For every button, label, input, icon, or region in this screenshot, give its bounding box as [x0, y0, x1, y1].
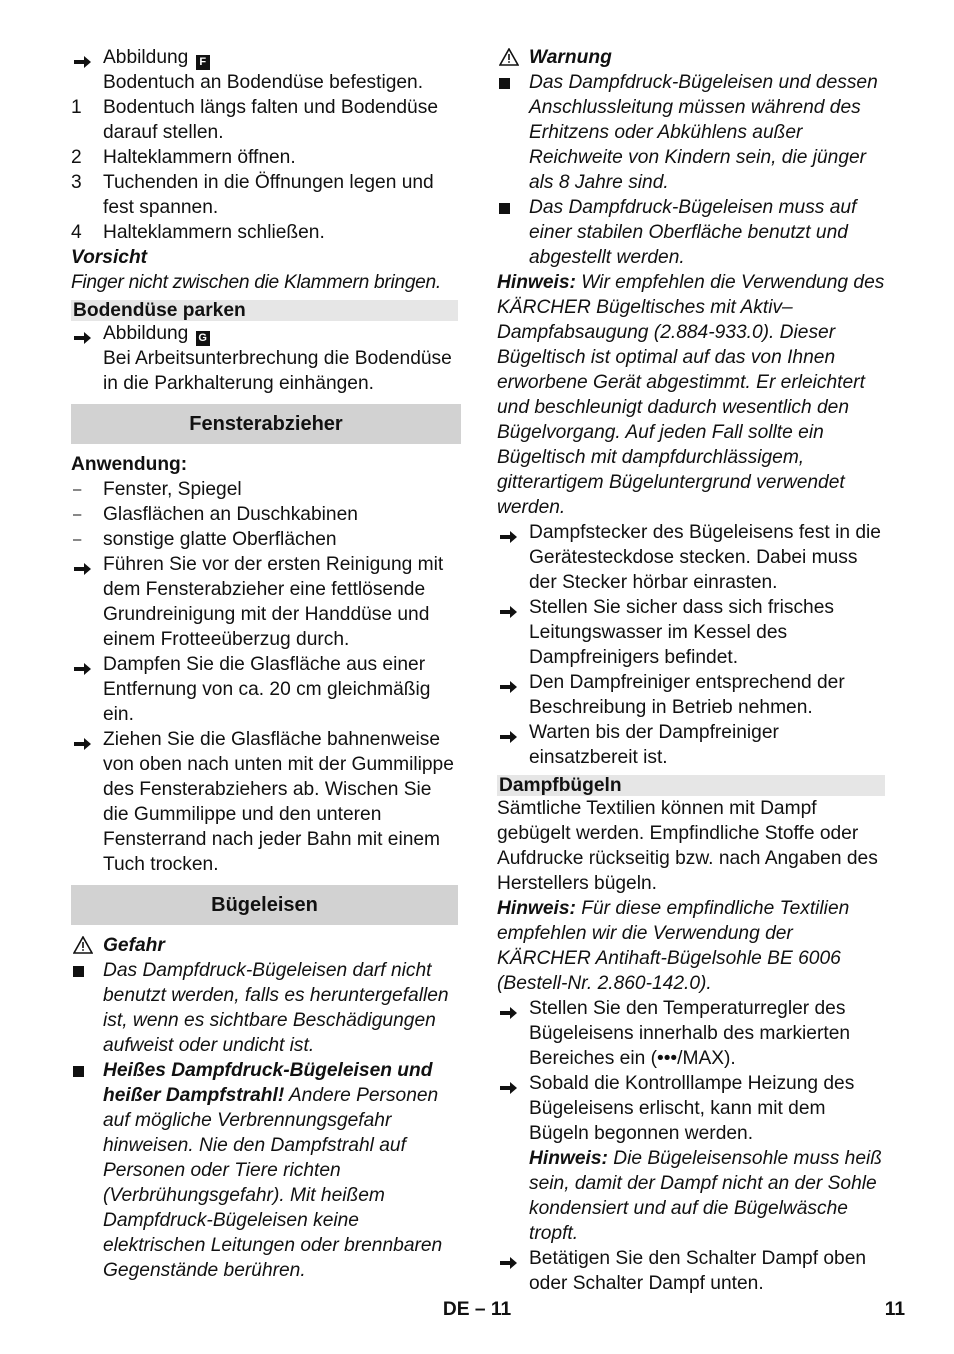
step-text: Halteklammern öffnen.: [103, 147, 296, 168]
right-column: [497, 45, 885, 1296]
vorsicht-text: Finger nicht zwischen die Klammern bringen.: [71, 272, 441, 293]
arrow-right-icon: [500, 726, 518, 751]
vorsicht-heading: Vorsicht: [71, 247, 148, 268]
instruction-text: Sobald die Kontrolllampe Heizung des Bügeleisens erlischt, kann mit dem Bügeln begonnen werden.: [529, 1073, 855, 1144]
instruction-item: [497, 1246, 885, 1296]
hinweis-paragraph: [497, 270, 885, 520]
instruction-item: [497, 670, 885, 720]
instruction-text: Warten bis der Dampfreiniger einsatzbereit ist.: [529, 722, 779, 768]
arrow-right-icon: [74, 658, 92, 683]
arrow-right-icon: [74, 51, 92, 76]
hinweis-text: Für diese empfindliche Textilien empfehlen wir die Verwendung der KÄRCHER Antihaft-Bügelsohle BE 6006 (Bestell-Nr. 2.860-142.0).: [497, 898, 850, 994]
instruction-item: [497, 520, 885, 595]
figure-reference-g: [71, 321, 461, 396]
dash-item: [71, 527, 461, 552]
square-bullet-icon: [73, 966, 84, 977]
step-item: [71, 170, 461, 220]
arrow-right-icon: [500, 601, 518, 626]
instruction-item: [497, 996, 885, 1071]
instruction-text: Führen Sie vor der ersten Reinigung mit dem Fensterabzieher eine fettlösende Grundreinigung mit der Handdüse und einem Frotteeüberzug durch.: [103, 554, 444, 650]
instruction-text: Stellen Sie sicher dass sich frisches Leitungswasser im Kessel des Dampfreinigers befindet.: [529, 597, 834, 668]
page-number: 11: [884, 1299, 905, 1320]
figure-letter-badge: G: [196, 331, 210, 346]
figure-label: Abbildung: [103, 47, 189, 68]
hinweis-label: Hinweis:: [497, 272, 576, 293]
hinweis-text: Wir empfehlen die Verwendung des KÄRCHER Bügeltisches mit Aktiv–Dampfabsaugung (2.884-933.0). Dieser Bügeltisch ist optimal auf das von Ihnen erworbene Gerät abgestimmt. Er erleichtert und beschleunigt dadurch wesentlich den Bügelvorgang. Auf jeden Fall sollte ein Bügeltisch mit dampfdurchlässigem, gitterartigem Bügeluntergrund verwendet werden.: [497, 272, 885, 518]
arrow-right-icon: [500, 1002, 518, 1027]
square-bullet-icon: [499, 203, 510, 214]
bullet-text: Das Dampfdruck-Bügeleisen muss auf einer stabilen Oberfläche benutzt und abgestellt werden.: [529, 197, 857, 268]
page-footer-label: DE – 11: [442, 1299, 512, 1320]
bullet-item: [497, 70, 885, 195]
bullet-item: [497, 195, 885, 270]
bullet-text: Das Dampfdruck-Bügeleisen darf nicht benutzt werden, falls es heruntergefallen ist, wenn es sichtbare Beschädigungen aufweist oder undicht ist.: [103, 960, 449, 1056]
section-heading-buegeleisen: Bügeleisen: [71, 885, 458, 925]
instruction-item: [71, 552, 461, 652]
square-bullet-icon: [499, 78, 510, 89]
instruction-item: [71, 652, 461, 727]
dampf-paragraph: Sämtliche Textilien können mit Dampf gebügelt werden. Empfindliche Stoffe oder Aufdrucke rückseitig bzw. nach Angaben des Herstellers bügeln.: [497, 798, 878, 894]
left-column: [71, 45, 461, 1283]
figure-text: Bodentuch an Bodendüse befestigen.: [103, 72, 424, 93]
instruction-item: [497, 1071, 885, 1246]
bullet-bold-text: Heißes Dampfdruck-Bügeleisen und heißer Dampfstrahl!: [103, 1060, 433, 1106]
arrow-right-icon: [500, 1077, 518, 1102]
dash-marker: –: [73, 481, 82, 498]
dash-item: [71, 477, 461, 502]
arrow-right-icon: [74, 327, 92, 352]
arrow-right-icon: [500, 676, 518, 701]
step-text: Tuchenden in die Öffnungen legen und fest spannen.: [103, 172, 434, 218]
bullet-item: [71, 1058, 461, 1283]
square-bullet-icon: [73, 1066, 84, 1077]
instruction-text: Den Dampfreiniger entsprechend der Beschreibung in Betrieb nehmen.: [529, 672, 845, 718]
figure-reference-f: [71, 45, 461, 95]
dash-text: Fenster, Spiegel: [103, 479, 242, 500]
dash-marker: –: [73, 506, 82, 523]
gefahr-label: Gefahr: [103, 935, 165, 956]
hinweis-paragraph: [497, 896, 885, 996]
warnung-heading: [497, 45, 885, 70]
dash-text: sonstige glatte Oberflächen: [103, 529, 337, 550]
figure-label: Abbildung: [103, 323, 189, 344]
gefahr-heading: [71, 933, 461, 958]
step-item: [71, 220, 461, 245]
step-number: 1: [71, 97, 82, 118]
anwendung-label: Anwendung:: [71, 454, 188, 475]
bullet-text: Andere Personen auf mögliche Verbrennungsgefahr hinweisen. Nie den Dampfstrahl auf Personen oder Tiere richten (Verbrühungsgefahr). Mit heißem Dampfdruck-Bügeleisen keine elektrischen Leitungen oder brennbaren Gegenstände berühren.: [103, 1085, 443, 1281]
dash-marker: –: [73, 531, 82, 548]
step-number: 2: [71, 147, 82, 168]
hinweis-text: Die Bügeleisensohle muss heiß sein, damit der Dampf nicht an der Sohle kondensiert und auf die Bügelwäsche tropft.: [529, 1148, 883, 1244]
step-text: Halteklammern schließen.: [103, 222, 325, 243]
bullet-item: [71, 958, 461, 1058]
arrow-right-icon: [500, 1252, 518, 1277]
instruction-item: [71, 727, 461, 877]
hinweis-label: Hinweis:: [529, 1148, 608, 1169]
dash-item: [71, 502, 461, 527]
section-heading-fensterabzieher: Fensterabzieher: [71, 404, 461, 444]
instruction-text: Stellen Sie den Temperaturregler des Bügeleisens innerhalb des markierten Bereiches ein (•••/MAX).: [529, 998, 851, 1069]
step-number: 4: [71, 222, 82, 243]
figure-letter-badge: F: [196, 55, 210, 70]
step-text: Bodentuch längs falten und Bodendüse darauf stellen.: [103, 97, 438, 143]
dash-text: Glasflächen an Duschkabinen: [103, 504, 358, 525]
hinweis-paragraph: [529, 1146, 885, 1246]
arrow-right-icon: [74, 558, 92, 583]
instruction-text: Ziehen Sie die Glasfläche bahnenweise von oben nach unten mit der Gummilippe des Fensterabziehers ab. Wischen Sie die Gummilippe und den unteren Fensterrand nach jeder Bahn mit einem Tuch trocken.: [103, 729, 454, 875]
subheading-bodenduese-parken: Bodendüse parken: [71, 300, 458, 321]
warnung-label: Warnung: [529, 47, 612, 68]
bullet-text: Das Dampfdruck-Bügeleisen und dessen Anschlussleitung müssen während des Erhitzens oder Abkühlens außer Reichweite von Kindern sein, die jünger als 8 Jahre sind.: [529, 72, 878, 193]
instruction-item: [497, 595, 885, 670]
step-item: [71, 145, 461, 170]
arrow-right-icon: [500, 526, 518, 551]
figure-text: Bei Arbeitsunterbrechung die Bodendüse in die Parkhalterung einhängen.: [103, 348, 452, 394]
instruction-text: Betätigen Sie den Schalter Dampf oben oder Schalter Dampf unten.: [529, 1248, 867, 1294]
instruction-text: Dampfen Sie die Glasfläche aus einer Entfernung von ca. 20 cm gleichmäßig ein.: [103, 654, 431, 725]
step-number: 3: [71, 172, 82, 193]
arrow-right-icon: [74, 733, 92, 758]
instruction-text: Dampfstecker des Bügeleisens fest in die Gerätesteckdose stecken. Dabei muss der Stecker hörbar einrasten.: [529, 522, 881, 593]
step-item: [71, 95, 461, 145]
hinweis-label: Hinweis:: [497, 898, 576, 919]
subheading-dampfbuegeln: Dampfbügeln: [497, 775, 885, 796]
instruction-item: [497, 720, 885, 770]
